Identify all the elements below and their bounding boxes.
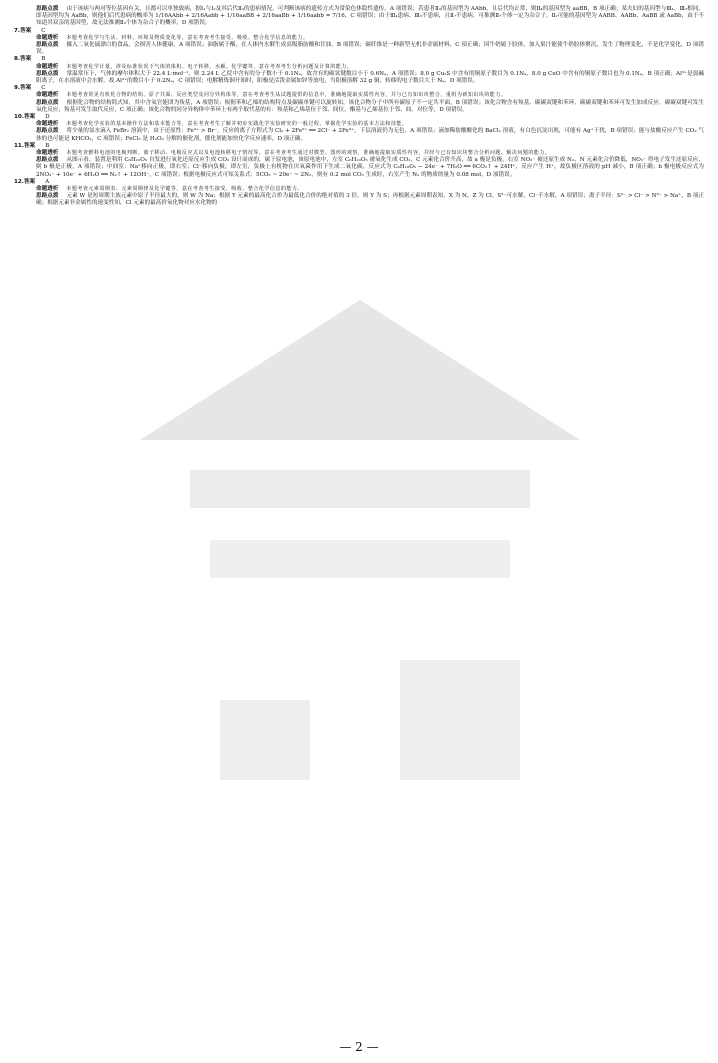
question-number: 9. [14, 85, 21, 92]
question-number: 11. [14, 142, 24, 149]
answer-label: 答案 [20, 27, 32, 34]
section-text: 本题考查常见有机化合物的结构、原子共面、反应类型及同分异构体等，意在考查考生从试题提供的信息中，准确地提取实质性内容，并与已有知识块整合，重组为新知识块的能力。 [66, 92, 507, 99]
explanation-paragraph [36, 92, 704, 99]
section-text: 本题考查化学与生活、材料、环境及物质变化等，意在考查考生接受、吸收、整合化学信息的能力。 [66, 34, 309, 41]
section-label: 命题透析 [36, 150, 59, 157]
section-label: 命题透析 [36, 63, 59, 70]
section-label: 思路点拨 [36, 128, 59, 135]
section-label: 思路点拨 [36, 193, 59, 200]
question-answer-header [14, 143, 704, 150]
section-label: 命题透析 [36, 34, 59, 41]
explanation-paragraph [36, 6, 704, 28]
question-answer-header [14, 28, 704, 35]
answer-label: 答案 [23, 142, 36, 149]
answer-label: 答案 [20, 56, 32, 63]
explanation-paragraph [36, 193, 704, 207]
section-text: 本题考查元素周期表、元素周期律及化学键等，意在考查考生接受、吸收、整合化学信息的能力。 [66, 186, 303, 193]
section-text: 本题考查化学计量，涉及标准状况下气体的体积、电子转移、水解、化学键等，意在考查考生分析问题及计算的能力。 [66, 63, 353, 70]
explanation-paragraph [36, 157, 704, 179]
explanation-paragraph [36, 35, 704, 42]
question-number: 10. [14, 114, 24, 121]
answer-label: 答案 [23, 178, 36, 185]
explanation-paragraph [36, 71, 704, 85]
section-label: 思路点拨 [36, 99, 59, 106]
section-text: 根据化合物的结构简式知，其中含氧官能团为羧基，A 项错误；根据苯和乙烯的结构特点及碳碳单键可以旋转知，该化合物分子中所有碳原子不一定共平面，B 项错误；该化合物含有羧基、碳碳双键和苯环，碳碳双键和苯环可发生加成反应，碳碳双键可发生氧化反应，羧基可发生取代反应，C 项正确；该化合物的同分异构体中苯环上有两个取代基的有：羧基和乙烯基位于邻、间位，酯基与乙烯基位于邻、间、对位等，D 项错误。 [36, 99, 704, 113]
section-text: 从图示看，装置是利用 C₆H₁₀O₅ 自发进行氧化还原反应生成 CO₂ 设计而成的，属于原电池，该原电池中，左室 C₆H₁₀O₅ 被氧化生成 CO₂，C 元素化合价升高，故 a 极是负极，右室 NO₃⁻ 被还原生成 N₂，N 元素化合价降低，NO₃⁻ 得电子发生还原反应，则 b 极是正极，A 项错误；中间室：Na⁺移向正极，即右室；Cl⁻移向负极，即左室，负极上有机物在厌氧菌作用下生成二氧化碳，反应式为 C₆H₁₀O₅ − 24e⁻ + 7H₂O ══ 6CO₂↑ + 24H⁺，反应产生 H⁺，故负极区溶液的 pH 减小，B 项正确；b 极电极反应式为 2NO₃⁻ + 10e⁻ + 6H₂O ══ N₂↑ + 12OH⁻，C 项错误；根据电极反应式可知关系式：5CO₂ ~ 20e⁻ ~ 2N₂，则有 0.2 mol CO₂ 生成时，右室产生 N₂ 的物质的量为 0.08 mol，D 项错误。 [36, 157, 704, 178]
explanation-paragraph [36, 42, 704, 56]
section-text: 本题考查化学实验的基本操作方法和基本能力等，意在考查考生了解并初步实践化学实验研究的一般过程，掌握化学实验的基本方法和技能。 [66, 121, 408, 128]
section-text: 由于该病与两对等位基因有关，且都可以单独致病，据Ⅰ₁与Ⅰ₂及其后代Ⅱ₃的患病情况，可判断该病的遗传方式为常染色体隐性遗传，A 项错误；若患者Ⅱ₃的基因型为 AAbb，且后代均正常，则Ⅱ₄的基因型为 aaBB，B 项正确；某夫妇的基因型与Ⅲ₁、Ⅲ₂相同，即基因型均为 AaBb，则他们后代患病的概率为 1/16AAbb + 2/16Aabb + 1/16aaBB + 2/16aaBb + 1/16aabb = 7/16，C 项错误；由于Ⅲ₄患病、Ⅲ₃不患病，且Ⅱ₇不患病，可推测Ⅱ₇个体一定为杂合子，Ⅱ₂可能的基因型为 AABB、AABb、AaBB 或 AaBb，由于不知道其双亲的基因型，故无法推测Ⅱ₂个体为杂合子的概率，D 项错误。 [36, 6, 705, 27]
page-number: — 2 — [339, 1040, 379, 1054]
section-text: 摄入二氧化硫漂白的食品，会损害人体健康，A 项错误；油脂属于酯，在人体内水解生成高级脂肪酸和甘油，B 项错误；碳纤维是一种新型无机非金属材料，C 项正确；因牛奶属于胶体，加入果汁能使牛奶胶体聚沉，发生了物理变化，不是化学变化，D 项错误。 [36, 42, 704, 56]
answer-value: C [41, 85, 46, 92]
question-number: 8. [14, 56, 21, 63]
answer-label: 答案 [20, 85, 32, 92]
section-text: 将少量的氯水滴入 FeBr₂ 溶液中，由于还原性：Fe²⁺ > Br⁻，反应的离子方程式为 Cl₂ + 2Fe²⁺ ══ 2Cl⁻ + 2Fe³⁺，下层溶液仍为无色，A 项错误；滴加稀盐酸酸化的 BaCl₂ 溶液，有白色沉淀出现，可能有 Ag⁺干扰，B 项错误；能与盐酸反应产生 CO₂ 气体的也可能是 KHCO₃，C 项错误；FeCl₃ 是 H₂O₂ 分解的催化剂，催化剂能加快化学反应速率，D 项正确。 [36, 128, 704, 142]
section-label: 思路点拨 [36, 157, 59, 164]
question-answer-header [14, 56, 704, 63]
answer-label: 答案 [23, 114, 36, 121]
section-label: 思路点拨 [36, 42, 59, 49]
question-answer-header [14, 179, 704, 186]
section-label: 思路点拨 [36, 70, 59, 77]
answer-value: B [45, 142, 50, 149]
section-label: 命题透析 [36, 92, 59, 99]
section-label: 思路点拨 [36, 6, 59, 12]
section-text: 常温常压下，气体的摩尔体积大于 22.4 L·mol⁻¹，则 2.24 L 乙烷中含有的分子数小于 0.1Nₐ，故含有的碳氢键数目小于 0.6Nₐ，A 项错误；8.0 g Cu₂S 中含有的铜原子数目为 0.1Nₐ，8.0 g CuO 中含有的铜原子数目也为 0.1Nₐ，B 项正确；Al³⁺是弱碱阳离子，在水溶液中会水解，故 Al³⁺的数目小于 0.2Nₐ，C 项错误；电解精炼铜开始时，阳极是活泼金属如锌等放电，当阳极溶解 32 g 铜，转移的电子数目大于 Nₐ，D 项错误。 [36, 70, 704, 85]
section-text: 本题考查燃料电池的电极判断、离子移动、电极反应式以及电池转移电子情况等，意在考查考生通过对模型、图形的观察，准确地提取实质性内容，并经与已有知识块整合分析问题、解决问题的能力。 [66, 150, 551, 157]
explanation-paragraph [36, 100, 704, 114]
explanation-paragraph [36, 64, 704, 71]
explanation-paragraph [36, 128, 704, 142]
answer-value: D [45, 114, 50, 121]
section-text: 元素 W 是短周期主族元素中原子半径最大的，则 W 为 Na；根据 Y 元素的最高化合价为最低化合价的绝对值的 3 倍，则 Y 为 S；再根据元素周期表知，X 为 N，Z 为 Cl。S²⁻可水解，Cl⁻不水解，A 项错误；离子半径：S²⁻ > Cl⁻ > N³⁻ > Na⁺，B 项正确；根据元素非金属性的递变性知，Cl 元素的最高价氧化物对应水化物的 [36, 193, 704, 207]
answer-value: A [45, 178, 50, 185]
question-number: 7. [14, 27, 21, 34]
section-label: 命题透析 [36, 121, 59, 128]
question-number: 12. [14, 178, 24, 185]
answer-value: B [41, 56, 46, 63]
section-label: 命题透析 [36, 186, 59, 193]
answer-value: C [41, 27, 46, 34]
